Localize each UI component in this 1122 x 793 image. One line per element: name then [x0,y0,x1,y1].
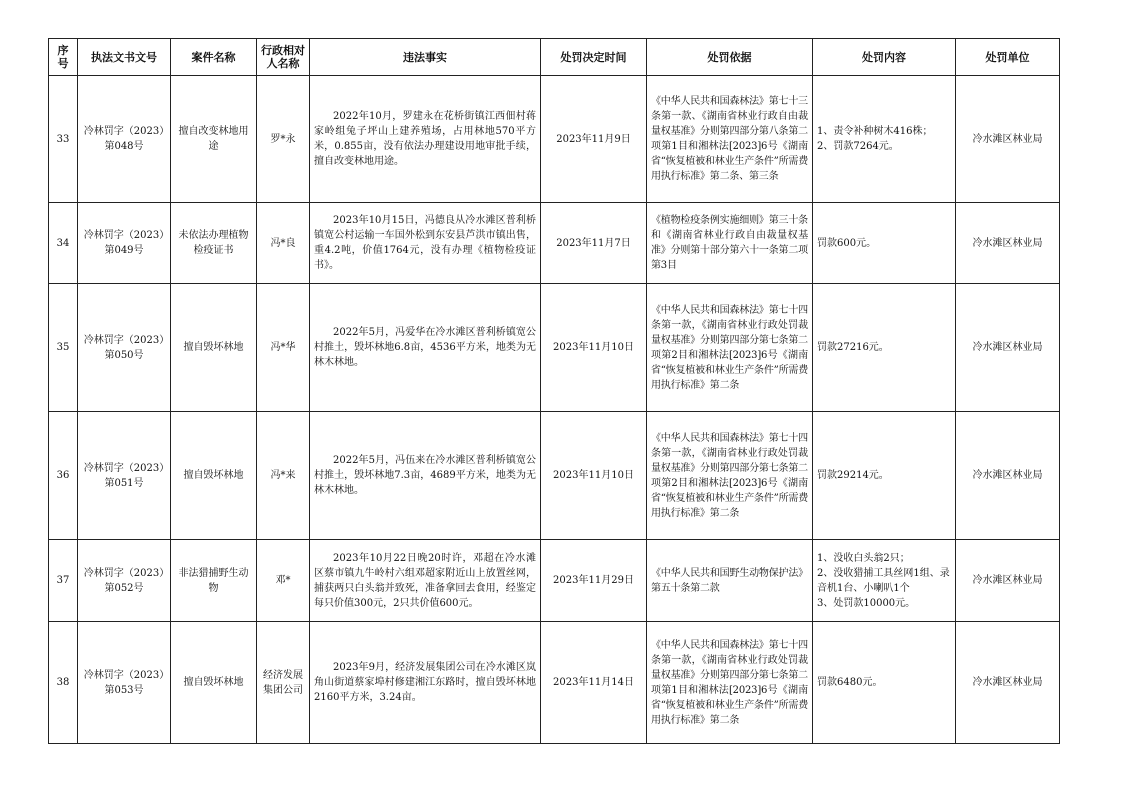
header-content: 处罚内容 [813,39,956,76]
content-line: 1、责令补种树木416株； [817,126,933,137]
cell-date: 2023年11月10日 [541,412,647,540]
cell-content [813,412,956,540]
header-basis: 处罚依据 [647,39,813,76]
cell-case-name: 非法猎捕野生动物 [171,540,257,622]
cell-basis: 《中华人民共和国森林法》第七十四条第一款，《湖南省林业行政处罚裁量权基准》分则第四部分第七条第二项第1目和湘林法[2023]6号《湖南省“恢复植被和林业生产条件”所需费用执行标准》第二条 [647,622,813,744]
content-line: 罚款27216元。 [817,342,889,353]
cell-content [813,284,956,412]
cell-doc-no: 冷林罚字（2023）第052号 [78,540,171,622]
cell-doc-no: 冷林罚字（2023）第051号 [78,412,171,540]
content-line: 罚款600元。 [817,237,877,249]
cell-content [813,540,956,622]
cell-basis: 《中华人民共和国森林法》第七十三条第一款、《湖南省林业行政自由裁量权基准》分则第四部分第八条第二项第1目和湘林法[2023]6号《湖南省“恢复植被和林业生产条件”所需费用执行标准》第二条、第三条 [647,76,813,203]
content-line: 罚款6480元。 [817,677,883,688]
table-row [49,540,1060,622]
header-case-name: 案件名称 [171,39,257,76]
cell-basis: 《中华人民共和国森林法》第七十四条第一款，《湖南省林业行政处罚裁量权基准》分则第四部分第七条第二项第2目和湘林法[2023]6号《湖南省“恢复植被和林业生产条件”所需费用执行标准》第二条 [647,284,813,412]
cell-party: 冯*良 [257,203,310,284]
cell-date: 2023年11月7日 [541,203,647,284]
cell-facts: 2022年5月，冯伍来在冷水滩区普利桥镇宽公村推土，毁坏林地7.3亩，4689平方米，地类为无林木林地。 [310,412,541,540]
cell-facts: 2023年10月15日，冯德良从冷水滩区普利桥镇宽公村运输一车国外松到东安县芦洪市镇出售，重4.2吨，价值1764元，没有办理《植物检疫证书》。 [310,203,541,284]
content-line: 1、没收白头翁2只； [817,552,910,564]
cell-facts: 2022年10月，罗建永在花桥街镇江西佃村蒋家岭组兔子坪山上建养殖场，占用林地570平方米，0.855亩，没有依法办理建设用地审批手续，擅自改变林地用途。 [310,76,541,203]
header-unit: 处罚单位 [956,39,1060,76]
cell-seq: 33 [49,76,78,203]
cell-unit: 冷水滩区林业局 [956,76,1060,203]
cell-unit: 冷水滩区林业局 [956,412,1060,540]
header-doc-no: 执法文书文号 [78,39,171,76]
header-date: 处罚决定时间 [541,39,647,76]
table-row [49,76,1060,203]
penalty-table [48,38,1060,744]
cell-facts: 2023年9月，经济发展集团公司在冷水滩区岚角山街道蔡家埠村修建湘江东路时，擅自毁坏林地2160平方米，3.24亩。 [310,622,541,744]
cell-seq: 38 [49,622,78,744]
cell-case-name: 擅自毁坏林地 [171,284,257,412]
cell-case-name: 未依法办理植物检疫证书 [171,203,257,284]
cell-facts: 2022年5月，冯爱华在冷水滩区普利桥镇宽公村推土，毁坏林地6.8亩，4536平方米，地类为无林木林地。 [310,284,541,412]
content-line: 罚款29214元。 [817,470,889,481]
cell-case-name: 擅自改变林地用途 [171,76,257,203]
cell-date: 2023年11月10日 [541,284,647,412]
content-line: 2、罚款7264元。 [817,141,899,152]
cell-doc-no: 冷林罚字（2023）第053号 [78,622,171,744]
cell-seq: 34 [49,203,78,284]
cell-content [813,622,956,744]
table-row [49,284,1060,412]
header-row [49,39,1060,76]
table-row [49,622,1060,744]
cell-party: 邓* [257,540,310,622]
table-row [49,412,1060,540]
cell-case-name: 擅自毁坏林地 [171,622,257,744]
cell-party: 经济发展集团公司 [257,622,310,744]
cell-seq: 37 [49,540,78,622]
cell-seq: 35 [49,284,78,412]
cell-unit: 冷水滩区林业局 [956,540,1060,622]
cell-date: 2023年11月9日 [541,76,647,203]
cell-doc-no: 冷林罚字（2023）第049号 [78,203,171,284]
cell-basis: 《植物检疫条例实施细则》第三十条和《湖南省林业行政自由裁量权基准》分则第十部分第六十一条第二项第3目 [647,203,813,284]
cell-unit: 冷水滩区林业局 [956,284,1060,412]
cell-facts: 2023年10月22日晚20时许，邓超在冷水滩区蔡市镇九牛岭村六组邓超家附近山上放置丝网，捕获两只白头翁并致死，准备拿回去食用，经鉴定每只价值300元，2只共价值600元。 [310,540,541,622]
cell-party: 冯*来 [257,412,310,540]
header-party: 行政相对人名称 [257,39,310,76]
cell-date: 2023年11月14日 [541,622,647,744]
cell-basis: 《中华人民共和国野生动物保护法》第五十条第二款 [647,540,813,622]
cell-doc-no: 冷林罚字（2023）第048号 [78,76,171,203]
cell-case-name: 擅自毁坏林地 [171,412,257,540]
cell-content [813,203,956,284]
cell-content [813,76,956,203]
cell-basis: 《中华人民共和国森林法》第七十四条第一款，《湖南省林业行政处罚裁量权基准》分则第四部分第七条第二项第2目和湘林法[2023]6号《湖南省“恢复植被和林业生产条件”所需费用执行标准》第二条 [647,412,813,540]
cell-doc-no: 冷林罚字（2023）第050号 [78,284,171,412]
cell-date: 2023年11月29日 [541,540,647,622]
table-row [49,203,1060,284]
cell-unit: 冷水滩区林业局 [956,203,1060,284]
cell-unit: 冷水滩区林业局 [956,622,1060,744]
cell-seq: 36 [49,412,78,540]
content-line: 3、处罚款10000元。 [817,597,916,609]
header-seq: 序号 [49,39,78,76]
header-facts: 违法事实 [310,39,541,76]
cell-party: 冯*华 [257,284,310,412]
content-line: 2、没收猎捕工具丝网1组、录音机1台、小喇叭1个 [817,567,950,594]
cell-party: 罗*永 [257,76,310,203]
